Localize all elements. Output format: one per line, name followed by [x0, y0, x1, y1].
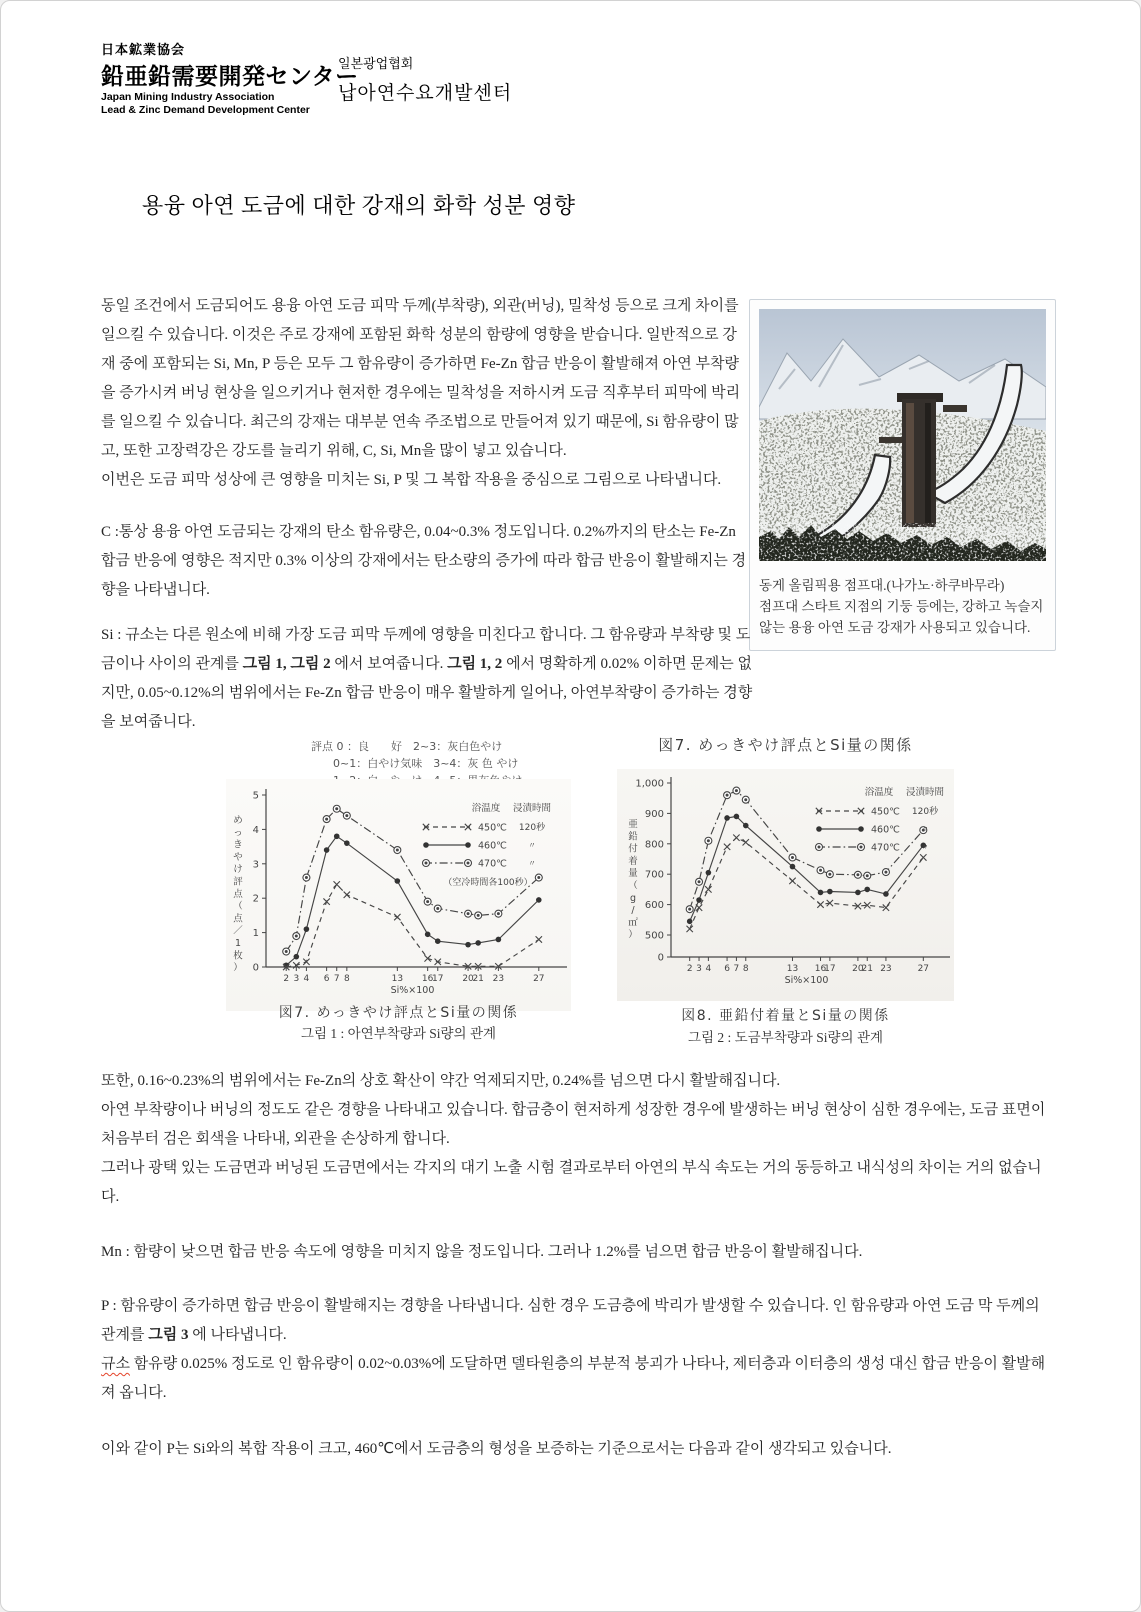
si-text: 에서 보여줍니다. — [330, 656, 448, 672]
svg-text:600: 600 — [644, 900, 664, 912]
svg-text:5: 5 — [252, 790, 259, 802]
svg-text:450℃: 450℃ — [478, 822, 507, 834]
intro-paragraphs — [101, 292, 749, 495]
figure8-top-title: 図7. めっきやけ評点とSi量の関係 — [658, 736, 913, 754]
svg-text:3: 3 — [293, 974, 300, 984]
p-text: 에 나타냅니다. — [188, 1327, 287, 1343]
corrosion-paragraph: 그러나 광택 있는 도금면과 버닝된 도금면에서는 각지의 대기 노출 시험 결과로부터 아연의 부식 속도는 거의 동등하고 내식성의 차이는 거의 없습니다. — [101, 1160, 1042, 1205]
intro-paragraph-2: 이번은 도금 피막 성상에 큰 영향을 미치는 Si, P 및 그 복합 작용을 중심으로 그림으로 나타냅니다. — [101, 472, 722, 488]
svg-text:13: 13 — [391, 974, 404, 984]
svg-text:470℃: 470℃ — [478, 858, 507, 870]
score-key-line3: 1~2：白 や け 4~5：黒灰色やけ — [333, 774, 523, 787]
figure7-caption-kr: 그림 1 : 아연부착량과 Si량의 관계 — [300, 1026, 497, 1041]
svg-text:470℃: 470℃ — [871, 842, 900, 854]
svg-text:1: 1 — [252, 928, 259, 940]
svg-text:23: 23 — [880, 964, 892, 974]
svg-text:700: 700 — [644, 869, 664, 881]
svg-text:8: 8 — [742, 964, 749, 974]
svg-text:4: 4 — [705, 964, 712, 974]
svg-text:120秒: 120秒 — [911, 807, 939, 817]
photo-caption-line1: 동게 올림픽용 점프대.(나가노·하쿠바무라) — [759, 578, 1005, 593]
svg-text:〃: 〃 — [528, 859, 536, 868]
svg-text:浴温度: 浴温度 — [471, 803, 501, 814]
svg-text:3: 3 — [252, 859, 259, 871]
svg-text:6: 6 — [323, 974, 330, 984]
carbon-section: C :통상 용융 아연 도금되는 강재의 탄소 함유량은, 0.04~0.3% 정도입니다. 0.2%까지의 탄소는 Fe-Zn 합금 반응에 영향은 적지만 0.3% 이상의 강재에서는 탄소량의 증가에 따라 합금 반응이 활발해지는 경향을 나타냅니다. — [101, 524, 747, 598]
svg-text:7: 7 — [333, 974, 340, 984]
svg-text:めっきやけ評点（点／1枚）: めっきやけ評点（点／ 1 枚） — [233, 815, 243, 974]
svg-text:21: 21 — [472, 974, 484, 984]
svg-text:〃: 〃 — [921, 825, 929, 834]
svg-text:460℃: 460℃ — [871, 824, 900, 836]
svg-text:3: 3 — [696, 964, 702, 974]
org-kr-large: 납아연수요개발센터 — [338, 83, 513, 104]
silicon-section — [101, 621, 753, 737]
si-range-paragraph: 또한, 0.16~0.23%의 범위에서는 Fe-Zn의 상호 확산이 약간 억제되지만, 0.24%를 넘으면 다시 활발해집니다. — [101, 1073, 781, 1089]
figure-ref-12: 그림 1, 2 — [447, 656, 503, 672]
org-kr-small: 일본광업협회 — [338, 56, 414, 71]
svg-text:Si%×100: Si%×100 — [784, 975, 829, 986]
svg-text:1,000: 1,000 — [635, 778, 664, 790]
svg-text:0: 0 — [657, 952, 664, 964]
closing-paragraph: 이와 같이 P는 Si와의 복합 작용이 크고, 460℃에서 도금층의 형성을 보증하는 기준으로서는 다음과 같이 생각되고 있습니다. — [101, 1441, 892, 1457]
score-key-line1: 評点 0 ：良 好 2~3：灰白色やけ — [311, 740, 503, 753]
svg-text:500: 500 — [644, 930, 664, 942]
intro-paragraph-1: 동일 조건에서 도금되어도 용융 아연 도금 피막 두께(부착량), 외관(버닝), 밀착성 등으로 크게 차이를 일으킬 수 있습니다. 이것은 주로 강재에 포함된 화학 성분의 함량에 영향을 받습니다. 일반적으로 강재 중에 포함되는 Si, Mn, P 등은 모두 그 함유량이 증가하면 Fe-Zn 합금 반응이 활발해져 아연 부착량을 증가시켜 버닝 현상을 일으키거나 현저한 경우에는 밀착성을 저하시켜 도금 직후부터 피막에 박리를 일으킬 수 있습니다. 최근의 강재는 대부분 연속 주조법으로 만들어져 있기 때문에, Si 함유량이 많고, 또한 고장력강은 강도를 늘리기 위해, C, Si, Mn을 많이 넣고 있습니다. — [101, 298, 741, 459]
svg-text:460℃: 460℃ — [478, 840, 507, 852]
figure-ref-1-2: 그림 1, 그림 2 — [242, 656, 331, 672]
svg-text:17: 17 — [824, 964, 836, 974]
manganese-section: Mn : 함량이 낮으면 합금 반응 속도에 영향을 미치지 않을 정도입니다. 그러나 1.2%를 넘으면 합금 반응이 활발해집니다. — [101, 1244, 863, 1260]
svg-text:450℃: 450℃ — [871, 806, 900, 818]
org-name-korean — [338, 53, 512, 105]
svg-text:13: 13 — [786, 964, 799, 974]
figure7-caption-jp: 図7. めっきやけ評点とSi量の関係 — [278, 1005, 519, 1021]
photo-caption-rest: 점프대 스타트 지점의 기둥 등에는, 강하고 녹슬지 않는 용융 아연 도금 강재가 사용되고 있습니다. — [759, 599, 1044, 635]
svg-text:23: 23 — [492, 974, 505, 984]
svg-text:16: 16 — [814, 964, 827, 974]
logo-en-line2: Lead & Zinc Demand Development Center — [101, 104, 310, 117]
phosphorus-detail — [101, 1350, 1053, 1408]
org-logo-japanese — [101, 39, 359, 117]
svg-text:8: 8 — [343, 974, 350, 984]
svg-text:900: 900 — [644, 808, 664, 820]
svg-text:0: 0 — [252, 962, 259, 974]
figure-ref-3: 그림 3 — [148, 1327, 189, 1343]
photo-frame — [749, 299, 1056, 651]
svg-text:Si%×100: Si%×100 — [390, 985, 435, 996]
svg-text:2: 2 — [283, 974, 290, 984]
svg-text:2: 2 — [686, 964, 693, 974]
figure7-chart — [226, 779, 571, 1011]
si-text: 에서 명확하게 0.02% 이하면 문제는 없지만, 0.05~0.12%의 범위에서는 Fe-Zn 합금 반응이 매우 활발하게 일어나, 아연부착량이 증가하는 경향을 보여줍니다. — [101, 656, 753, 730]
svg-text:20: 20 — [462, 974, 474, 984]
p2-text: 함유량 0.025% 정도로 인 함유량이 0.02~0.03%에 도달하면 델타원층의 부분적 붕괴가 나타나, 제터층과 이터층의 생성 대신 합금 반응이 활발해져 옵니다. — [101, 1356, 1046, 1401]
ski-jump-photo — [759, 309, 1046, 561]
svg-text:（空冷時間各100秒）: （空冷時間各100秒） — [443, 878, 533, 888]
si-text: Si : 규소는 다른 원소에 비해 가장 도금 피막 두께에 영향을 미친다고 합니다. 그 함유량과 부착량 및 도금이나 사이의 관계를 — [101, 627, 751, 672]
svg-text:27: 27 — [917, 964, 930, 974]
page-title: 용융 아연 도금에 대한 강재의 화학 성분 영향 — [142, 193, 576, 218]
svg-text:120秒: 120秒 — [518, 823, 546, 833]
phosphorus-section — [101, 1292, 1053, 1350]
svg-text:800: 800 — [644, 839, 664, 851]
svg-text:7: 7 — [733, 964, 740, 974]
photo-caption — [759, 575, 1046, 638]
svg-text:浸漬時間: 浸漬時間 — [905, 787, 945, 798]
svg-text:4: 4 — [303, 974, 310, 984]
svg-text:6: 6 — [724, 964, 730, 974]
svg-text:4: 4 — [252, 824, 259, 836]
svg-text:27: 27 — [533, 974, 545, 984]
svg-text:亜鉛付着量（g/㎡）: 亜鉛付着量（ g / ㎡） — [628, 819, 638, 941]
tail-paragraphs — [101, 1067, 1053, 1464]
score-key-line2: 0~1：白やけ気味 3~4：灰 色 やけ — [333, 757, 519, 770]
figure8-caption-kr: 그림 2 : 도금부착량과 Si량의 관계 — [687, 1030, 884, 1045]
logo-jp-small: 日本鉱業協会 — [101, 43, 186, 58]
svg-text:〃: 〃 — [921, 843, 929, 852]
svg-text:〃: 〃 — [528, 841, 536, 850]
figure8-chart — [617, 769, 954, 1001]
svg-text:2: 2 — [252, 893, 259, 905]
svg-text:20: 20 — [852, 964, 864, 974]
figure8-caption-jp: 図8. 亜鉛付着量とSi量の関係 — [681, 1008, 890, 1024]
logo-jp-large: 鉛亜鉛需要開発センター — [101, 64, 359, 90]
logo-en-line1: Japan Mining Industry Association — [101, 91, 275, 103]
svg-text:21: 21 — [861, 964, 873, 974]
svg-text:16: 16 — [421, 974, 434, 984]
spellcheck-word: 규소 — [101, 1356, 130, 1372]
svg-text:浴温度: 浴温度 — [864, 787, 894, 798]
svg-text:17: 17 — [432, 974, 444, 984]
p-text: P : 함유량이 증가하면 합금 반응이 활발해지는 경향을 나타냅니다. 심한 경우 도금층에 박리가 발생할 수 있습니다. 인 함유량과 아연 도금 막 두께의 관계를 — [101, 1298, 1040, 1343]
burning-paragraph: 아연 부착량이나 버닝의 정도도 같은 경향을 나타내고 있습니다. 합금층이 현저하게 성장한 경우에 발생하는 버닝 현상이 심한 경우에는, 도금 표면이 처음부터 검은 회색을 나타내, 외관을 손상하게 합니다. — [101, 1102, 1046, 1147]
svg-text:浸漬時間: 浸漬時間 — [512, 803, 552, 814]
